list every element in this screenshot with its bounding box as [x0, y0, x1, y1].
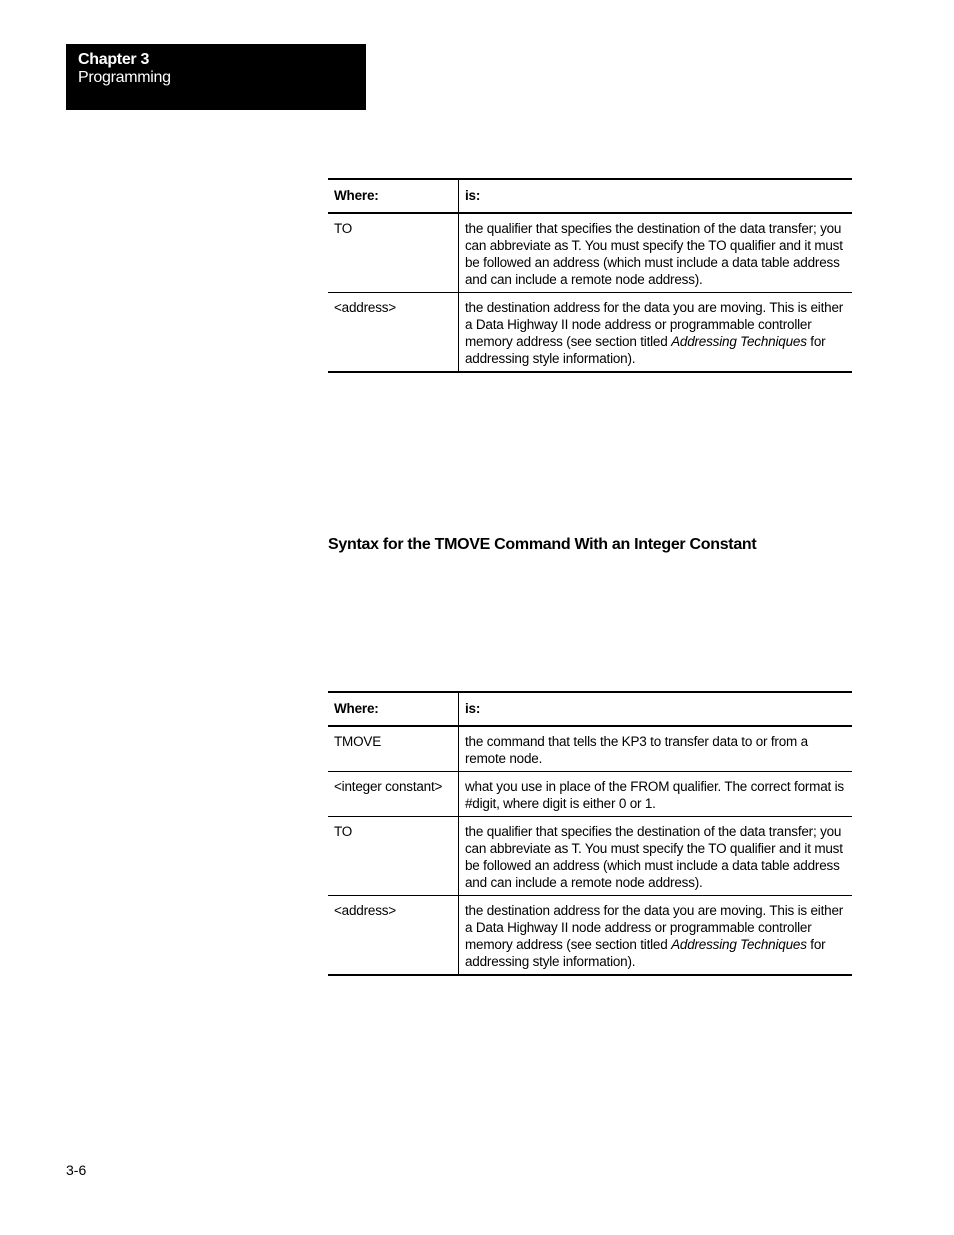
section-reference: Addressing Techniques [671, 334, 807, 349]
definition-text: the destination address for the data you are moving. This is either a Data Highway II node address or programmable controller memory address (see section titled [465, 300, 844, 349]
column-header-where: Where: [328, 179, 459, 213]
term-cell: <address> [328, 293, 459, 373]
term-cell: TMOVE [328, 726, 459, 772]
column-header-is: is: [459, 179, 853, 213]
table-row [328, 772, 852, 817]
definition-cell [459, 293, 853, 373]
term-cell: <address> [328, 896, 459, 976]
table-header-row [328, 692, 852, 726]
term-cell: TO [328, 817, 459, 896]
table-row [328, 213, 852, 293]
definition-text: the destination address for the data you are moving. This is either a Data Highway II node address or programmable controller memory address (see section titled [465, 903, 844, 952]
section-heading: Syntax for the TMOVE Command With an Integer Constant [328, 536, 757, 553]
section-label: Programming [78, 69, 171, 86]
chapter-header [66, 44, 366, 110]
term-cell: <integer constant> [328, 772, 459, 817]
table-row [328, 726, 852, 772]
term-cell: TO [328, 213, 459, 293]
table-row [328, 817, 852, 896]
section-reference: Addressing Techniques [671, 937, 807, 952]
definition-cell: what you use in place of the FROM qualifier. The correct format is #digit, where digit is either 0 or 1. [459, 772, 853, 817]
table-row [328, 896, 852, 976]
definition-text: for addressing style information). [465, 937, 826, 969]
page-number: 3-6 [66, 1162, 87, 1178]
definition-text: for addressing style information). [465, 334, 826, 366]
definition-cell: the qualifier that specifies the destination of the data transfer; you can abbreviate as T. You must specify the TO qualifier and it must be followed an address (which must include a data table address and can include a remote node address). [459, 817, 853, 896]
chapter-label: Chapter 3 [78, 51, 150, 68]
table-row [328, 293, 852, 373]
column-header-is: is: [459, 692, 853, 726]
definition-cell: the qualifier that specifies the destination of the data transfer; you can abbreviate as T. You must specify the TO qualifier and it must be followed an address (which must include a data table address and can include a remote node address). [459, 213, 853, 293]
table-header-row [328, 179, 852, 213]
definition-table-2 [328, 691, 852, 976]
definition-table-1 [328, 178, 852, 373]
column-header-where: Where: [328, 692, 459, 726]
definition-cell: the command that tells the KP3 to transfer data to or from a remote node. [459, 726, 853, 772]
definition-cell [459, 896, 853, 976]
